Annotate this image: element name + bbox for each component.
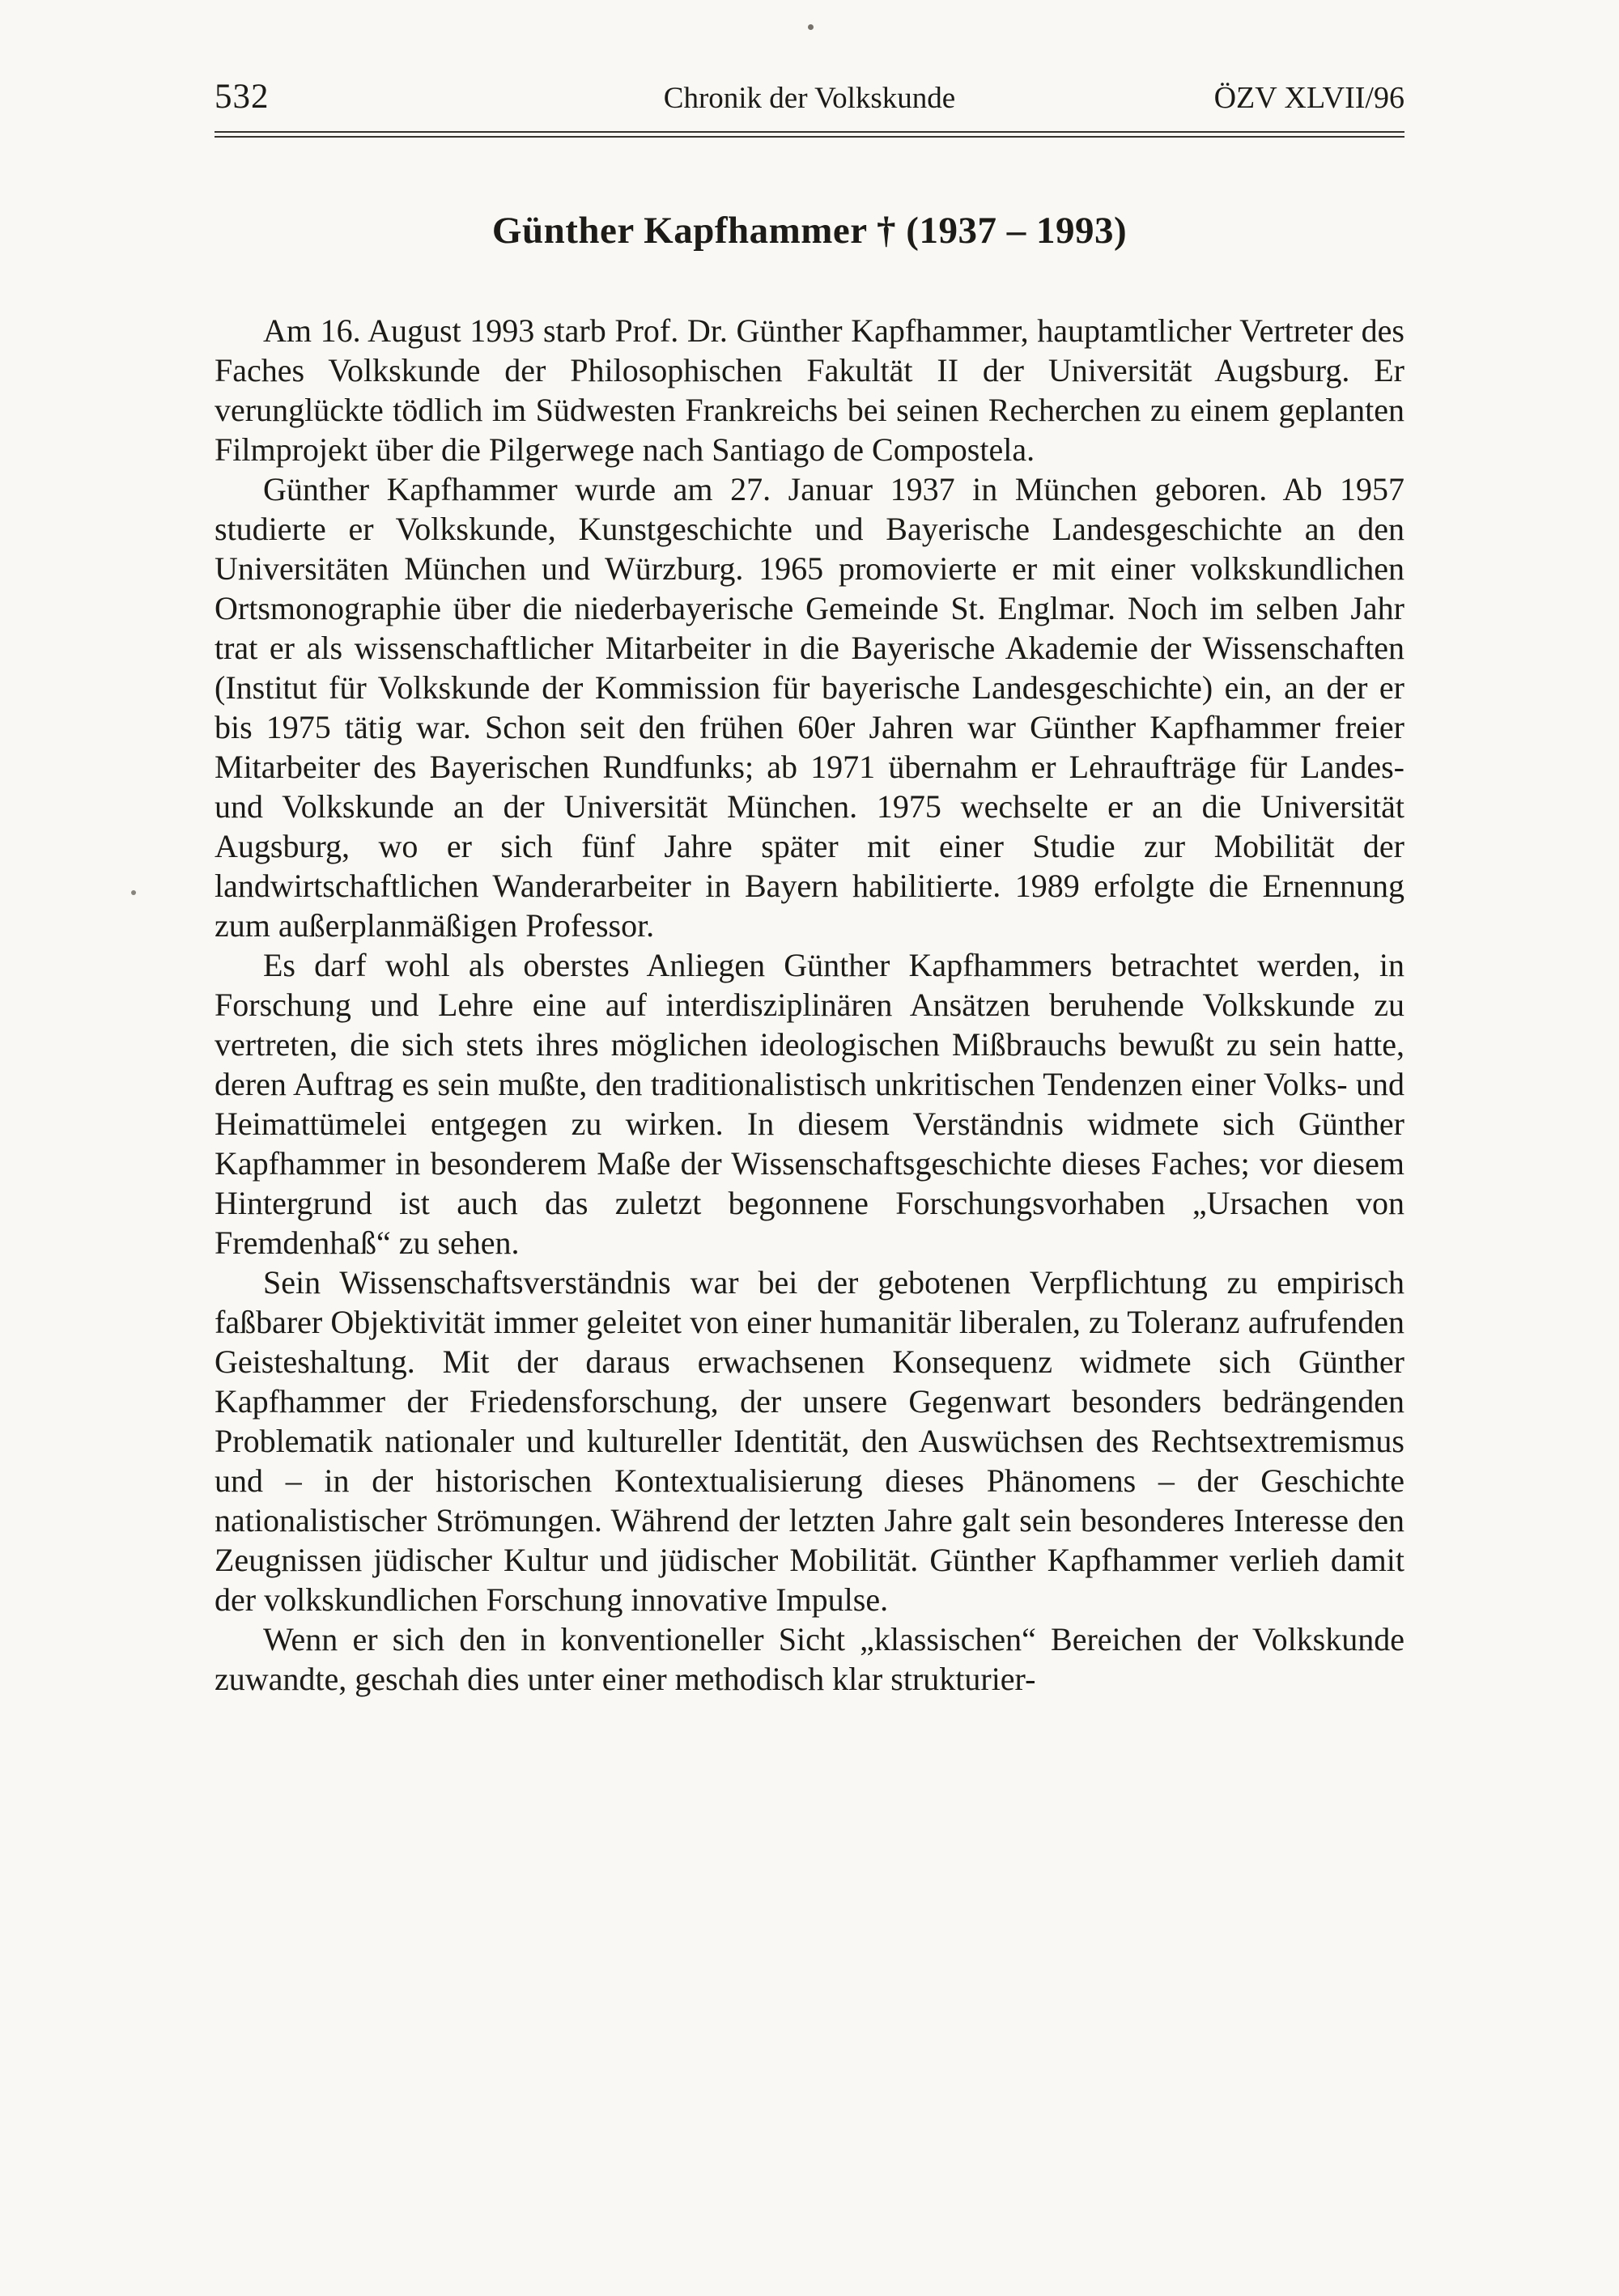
paragraph-1: Am 16. August 1993 starb Prof. Dr. Günther Kapfhammer, hauptamtlicher Vertreter des Faches Volkskunde der Philosophischen Fakultät II der Universität Augsburg. Er verunglückte tödlich im Südwesten Frankreichs bei seinen Recherchen zu einem geplanten Filmprojekt über die Pilgerwege nach Santiago de Compostela.: [215, 312, 1404, 468]
running-title: Chronik der Volkskunde: [663, 82, 956, 115]
page-number: 532: [215, 78, 270, 116]
scan-speck: [808, 24, 814, 30]
article-title: Günther Kapfhammer † (1937 – 1993): [491, 210, 1128, 252]
journal-reference: ÖZV XLVII/96: [1213, 81, 1404, 115]
article-body: [215, 311, 1404, 1699]
scan-speck: [131, 890, 136, 895]
paragraph-4: Sein Wissenschaftsverständnis war bei der gebotenen Verpflichtung zu empirisch faßbarer Objektivität immer geleitet von einer humanitär liberalen, zu Toleranz aufrufenden Geisteshaltung. Mit der daraus erwachsenen Konsequenz widmete sich Günther Kapfhammer der Friedensforschung, der unsere Gegenwart besonders bedrängenden Problematik nationaler und kultureller Identität, den Auswüchsen des Rechtsextremismus und – in der historischen Kontextualisierung dieses Phänomens – der Geschichte nationalistischer Strömungen. Während der letzten Jahre galt sein besonderes Interesse den Zeugnissen jüdischer Kultur und jüdischer Mobilität. Günther Kapfhammer verlieh damit der volkskundlichen Forschung innovative Impulse.: [215, 1264, 1404, 1618]
header-rule: [215, 131, 1404, 138]
page-header: [215, 77, 1404, 117]
paragraph-5: Wenn er sich den in konventioneller Sicht „klassischen“ Bereichen der Volkskunde zuwandte, geschah dies unter einer methodisch klar strukturier-: [215, 1621, 1404, 1697]
paragraph-2: Günther Kapfhammer wurde am 27. Januar 1937 in München geboren. Ab 1957 studierte er Volkskunde, Kunstgeschichte und Bayerische Landesgeschichte an den Universitäten München und Würzburg. 1965 promovierte er mit einer volkskundlichen Ortsmonographie über die niederbayerische Gemeinde St. Englmar. Noch im selben Jahr trat er als wissenschaftlicher Mitarbeiter in die Bayerische Akademie der Wissenschaften (Institut für Volkskunde der Kommission für bayerische Landesgeschichte) ein, an der er bis 1975 tätig war. Schon seit den frühen 60er Jahren war Günther Kapfhammer freier Mitarbeiter des Bayerischen Rundfunks; ab 1971 übernahm er Lehraufträge für Landes- und Volkskunde an der Universität München. 1975 wechselte er an die Universität Augsburg, wo er sich fünf Jahre später mit einer Studie zur Mobilität der landwirtschaftlichen Wanderarbeiter in Bayern habilitierte. 1989 erfolgte die Ernennung zum außerplanmäßigen Professor.: [215, 471, 1404, 944]
paragraph-3: Es darf wohl als oberstes Anliegen Günther Kapfhammers betrachtet werden, in Forschung und Lehre eine auf interdisziplinären Ansätzen beruhende Volkskunde zu vertreten, die sich stets ihres möglichen ideologischen Mißbrauchs bewußt zu sein hatte, deren Auftrag es sein mußte, den traditionalistisch unkritischen Tendenzen einer Volks- und Heimattümelei entgegen zu wirken. In diesem Verständnis widmete sich Günther Kapfhammer in besonderem Maße der Wissenschaftsgeschichte dieses Faches; vor diesem Hintergrund ist auch das zuletzt begonnene Forschungsvorhaben „Ursachen von Fremdenhaß“ zu sehen.: [215, 947, 1404, 1261]
